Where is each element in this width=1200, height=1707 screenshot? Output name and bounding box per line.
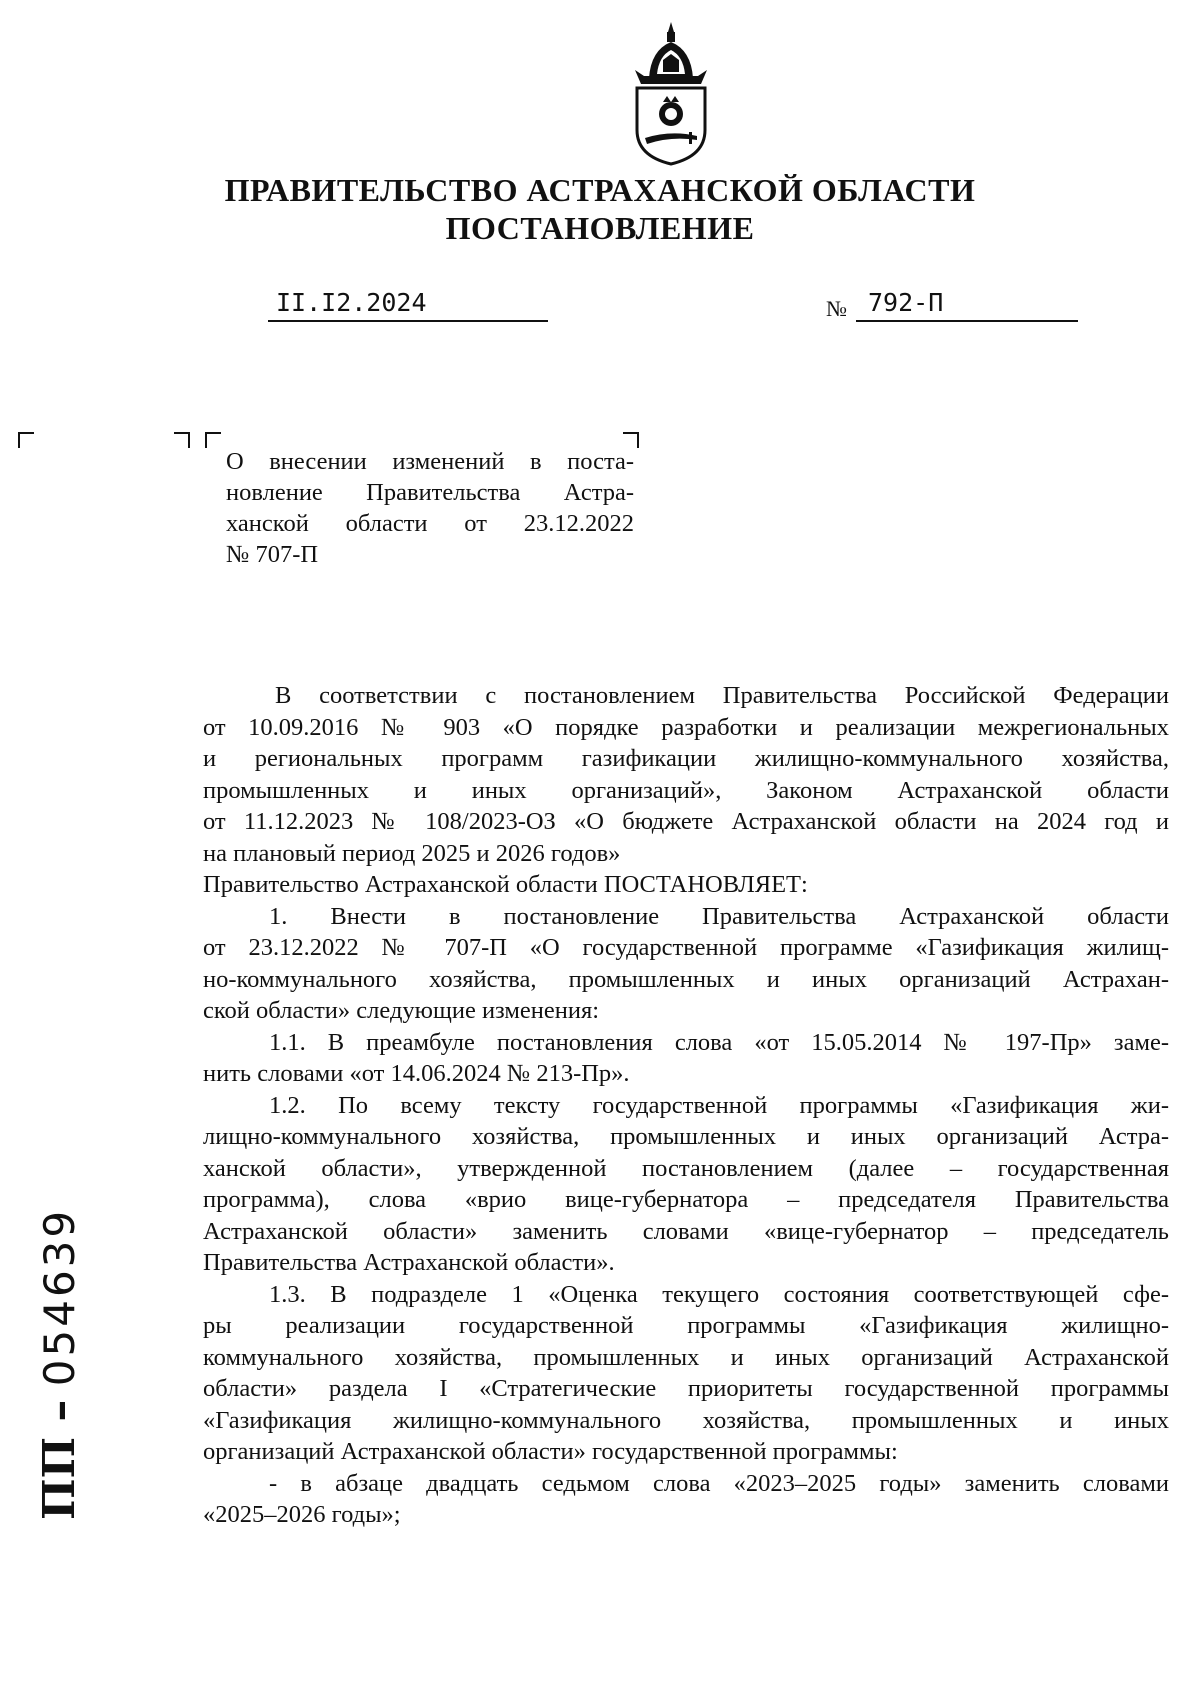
left-bracket-mark-end: [174, 432, 190, 448]
body-line: 1.1. В преамбуле постановления слова «от 15.05.2014 № 197-Пр» заме-: [269, 1028, 1169, 1056]
number-field: [856, 290, 1078, 322]
body-line: 1.3. В подразделе 1 «Оценка текущего состояния соответствующей сфе-: [269, 1280, 1169, 1308]
body-line: программа), слова «врио вице-губернатора – председателя Правительства: [203, 1186, 1169, 1213]
body-line: Правительство Астраханской области ПОСТАНОВЛЯЕТ:: [203, 871, 808, 898]
subject-line: новление Правительства Астра-: [226, 479, 634, 506]
subject-line: О внесении изменений в поста-: [226, 448, 634, 475]
body-line: Правительства Астраханской области».: [203, 1249, 615, 1276]
body-line: от 10.09.2016 № 903 «О порядке разработки и реализации межрегиональных: [203, 713, 1169, 741]
body-line: лищно-коммунального хозяйства, промышленных и иных организаций Астра-: [203, 1123, 1169, 1150]
stamp-code: 054639: [35, 1207, 84, 1387]
subject-bracket-start: [205, 432, 221, 448]
left-bracket-mark: [18, 432, 34, 448]
body-line: но-коммунального хозяйства, промышленных и иных организаций Астрахан-: [203, 965, 1169, 993]
body-line: организаций Астраханской области» государственной программы:: [203, 1438, 898, 1465]
body-line: - в абзаце двадцать седьмом слова «2023–2025 годы» заменить словами: [269, 1469, 1169, 1497]
body-line: от 11.12.2023 № 108/2023-ОЗ «О бюджете Астраханской области на 2024 год и: [203, 808, 1169, 835]
document-subject: [226, 446, 634, 570]
document-body: [203, 680, 1169, 1531]
document-number: 792-П: [868, 288, 944, 317]
side-registration-stamp: [34, 1207, 94, 1520]
body-line: ры реализации государственной программы «Газификация жилищно-: [203, 1312, 1169, 1339]
document-type-title: ПОСТАНОВЛЕНИЕ: [445, 210, 755, 246]
body-line: ской области» следующие изменения:: [203, 997, 600, 1024]
date-field: [268, 290, 548, 322]
body-line: промышленных и иных организаций», Законом Астраханской области: [203, 776, 1169, 804]
body-line: 1.2. По всему тексту государственной программы «Газификация жи-: [269, 1091, 1169, 1119]
stamp-prefix: ПП –: [34, 1399, 85, 1520]
body-line: В соответствии с постановлением Правительства Российской Федерации: [275, 682, 1169, 709]
body-line: «Газификация жилищно-коммунального хозяйства, промышленных и иных: [203, 1406, 1169, 1434]
document-date: II.I2.2024: [276, 288, 427, 317]
government-title: ПРАВИТЕЛЬСТВО АСТРАХАНСКОЙ ОБЛАСТИ: [224, 172, 976, 208]
body-line: ханской области», утвержденной постановлением (далее – государственная: [203, 1154, 1169, 1182]
number-label: №: [826, 296, 847, 321]
body-line: и региональных программ газификации жилищно-коммунального хозяйства,: [203, 745, 1169, 772]
body-line: от 23.12.2022 № 707-П «О государственной программе «Газификация жилищ-: [203, 934, 1169, 961]
body-line: «2025–2026 годы»;: [203, 1501, 401, 1528]
body-line: коммунального хозяйства, промышленных и иных организаций Астраханской: [203, 1343, 1169, 1371]
body-line: нить словами «от 14.06.2024 № 213-Пр».: [203, 1060, 630, 1087]
subject-line: ханской области от 23.12.2022: [226, 510, 634, 537]
body-line: на плановый период 2025 и 2026 годов»: [203, 839, 621, 867]
coat-of-arms-icon: [627, 18, 715, 168]
body-line: 1. Внести в постановление Правительства Астраханской области: [269, 902, 1169, 930]
subject-line: № 707-П: [226, 541, 319, 568]
body-line: Астраханской области» заменить словами «вице-губернатор – председатель: [203, 1217, 1169, 1245]
body-line: области» раздела I «Стратегические приоритеты государственной программы: [203, 1375, 1169, 1402]
